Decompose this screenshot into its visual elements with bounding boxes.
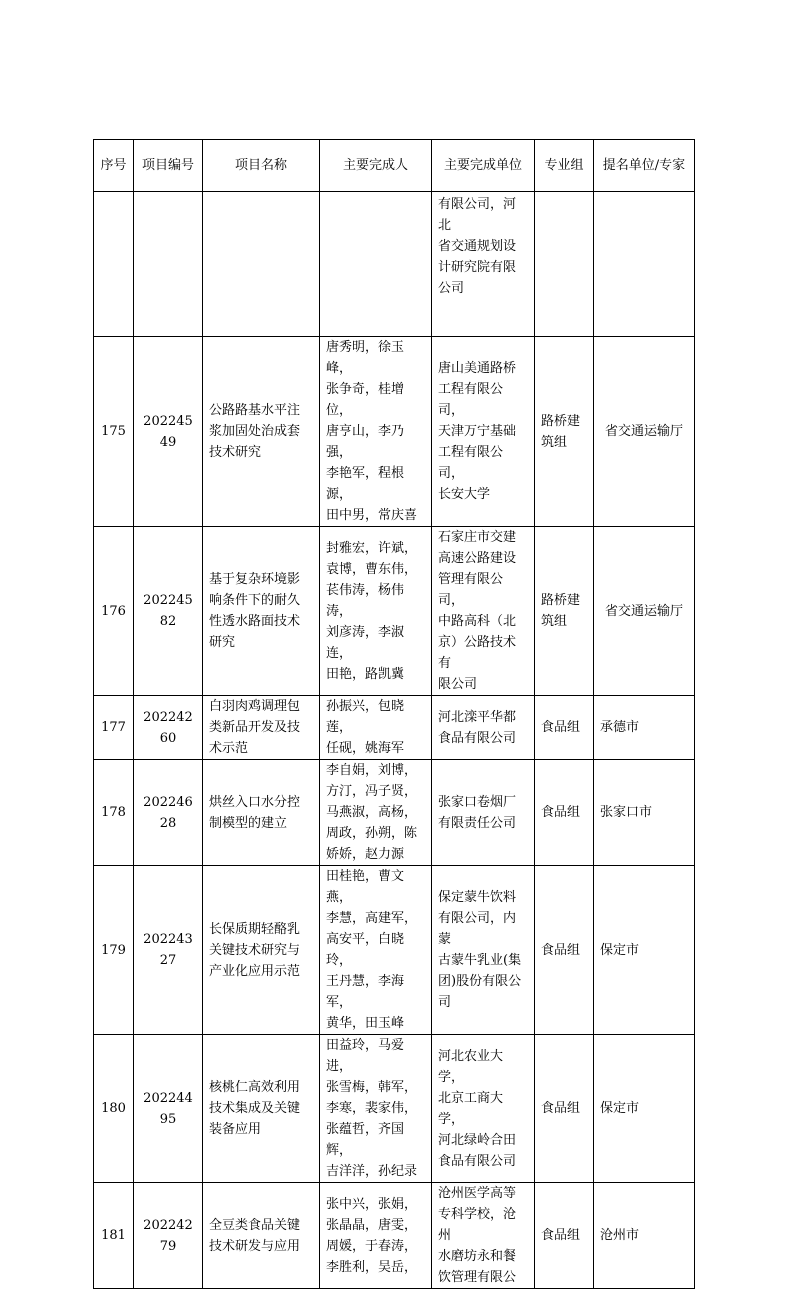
table-row [94, 1035, 695, 1183]
cell-units: 有限公司，河北 省交通规划设 计研究院有限 公司 [432, 192, 535, 337]
cell-group: 路桥建 筑组 [535, 527, 594, 696]
cell-seq: 178 [94, 760, 134, 866]
cell-code: 20224549 [134, 337, 203, 527]
cell-name [203, 192, 320, 337]
cell-name: 基于复杂环境影 响条件下的耐久 性透水路面技术 研究 [203, 527, 320, 696]
cell-name: 长保质期轻酪乳 关键技术研究与 产业化应用示范 [203, 866, 320, 1035]
cell-nominator: 张家口市 [594, 760, 695, 866]
cell-seq: 176 [94, 527, 134, 696]
cell-nominator: 保定市 [594, 866, 695, 1035]
cell-seq: 175 [94, 337, 134, 527]
cell-seq: 181 [94, 1183, 134, 1289]
cell-persons: 田益玲，马爱进， 张雪梅，韩军， 李寒，裴家伟， 张蕴哲，齐国辉， 吉洋洋，孙纪录 [320, 1035, 432, 1183]
cell-nominator: 省交通运输厅 [594, 527, 695, 696]
cell-seq: 179 [94, 866, 134, 1035]
cell-persons: 封雅宏，许斌， 袁博，曹东伟， 苌伟涛，杨伟涛， 刘彦涛，李淑连， 田艳，路凯冀 [320, 527, 432, 696]
cell-nominator [594, 192, 695, 337]
cell-name: 核桃仁高效利用 技术集成及关键 装备应用 [203, 1035, 320, 1183]
cell-code: 20224279 [134, 1183, 203, 1289]
header-nominator: 提名单位/专家 [594, 140, 695, 192]
table-row [94, 760, 695, 866]
header-group: 专业组 [535, 140, 594, 192]
cell-group: 食品组 [535, 760, 594, 866]
cell-persons: 张中兴，张娟， 张晶晶，唐雯， 周媛，于春涛， 李胜利，吴岳， [320, 1183, 432, 1289]
header-row [94, 140, 695, 192]
cell-seq: 177 [94, 696, 134, 760]
cell-name: 烘丝入口水分控 制模型的建立 [203, 760, 320, 866]
cell-code: 20224260 [134, 696, 203, 760]
cell-nominator: 省交通运输厅 [594, 337, 695, 527]
cell-units: 石家庄市交建 高速公路建设 管理有限公司， 中路高科（北 京）公路技术有 限公司 [432, 527, 535, 696]
table-row [94, 337, 695, 527]
header-code: 项目编号 [134, 140, 203, 192]
cell-units: 保定蒙牛饮料 有限公司，内蒙 古蒙牛乳业(集 团)股份有限公 司 [432, 866, 535, 1035]
cell-group: 食品组 [535, 1035, 594, 1183]
cell-code: 20224582 [134, 527, 203, 696]
cell-nominator: 保定市 [594, 1035, 695, 1183]
table-row [94, 696, 695, 760]
cell-units: 沧州医学高等 专科学校，沧州 水磨坊永和餐 饮管理有限公 [432, 1183, 535, 1289]
header-seq: 序号 [94, 140, 134, 192]
cell-group: 食品组 [535, 1183, 594, 1289]
cell-persons [320, 192, 432, 337]
table-row [94, 1183, 695, 1289]
cell-code: 20224628 [134, 760, 203, 866]
table-row [94, 527, 695, 696]
cell-units: 河北滦平华都 食品有限公司 [432, 696, 535, 760]
cell-nominator: 承德市 [594, 696, 695, 760]
cell-group [535, 192, 594, 337]
header-units: 主要完成单位 [432, 140, 535, 192]
table-row-continued [94, 192, 695, 337]
cell-persons: 田桂艳，曹文燕， 李慧，高建军， 高安平，白晓玲， 王丹慧，李海军， 黄华，田玉峰 [320, 866, 432, 1035]
cell-name: 公路路基水平注 浆加固处治成套 技术研究 [203, 337, 320, 527]
header-persons: 主要完成人 [320, 140, 432, 192]
cell-group: 食品组 [535, 696, 594, 760]
table-row [94, 866, 695, 1035]
header-name: 项目名称 [203, 140, 320, 192]
cell-units: 河北农业大学， 北京工商大学， 河北绿岭合田 食品有限公司 [432, 1035, 535, 1183]
cell-units: 张家口卷烟厂 有限责任公司 [432, 760, 535, 866]
cell-persons: 孙振兴，包晓莲， 任砚，姚海军 [320, 696, 432, 760]
cell-name: 白羽肉鸡调理包 类新品开发及技 术示范 [203, 696, 320, 760]
cell-code [134, 192, 203, 337]
cell-units: 唐山美通路桥 工程有限公司， 天津万宁基础 工程有限公司， 长安大学 [432, 337, 535, 527]
cell-code: 20224495 [134, 1035, 203, 1183]
awards-table [93, 139, 695, 1289]
cell-nominator: 沧州市 [594, 1183, 695, 1289]
cell-code: 20224327 [134, 866, 203, 1035]
cell-persons: 李自娟，刘博， 方汀，冯子贤， 马燕淑，高杨， 周政，孙朔，陈 娇娇，赵力源 [320, 760, 432, 866]
cell-seq [94, 192, 134, 337]
cell-group: 路桥建 筑组 [535, 337, 594, 527]
cell-group: 食品组 [535, 866, 594, 1035]
cell-seq: 180 [94, 1035, 134, 1183]
cell-persons: 唐秀明，徐玉峰， 张争奇，桂增位， 唐亨山，李乃强， 李艳军，程根源， 田中男，常庆喜 [320, 337, 432, 527]
cell-name: 全豆类食品关键 技术研发与应用 [203, 1183, 320, 1289]
